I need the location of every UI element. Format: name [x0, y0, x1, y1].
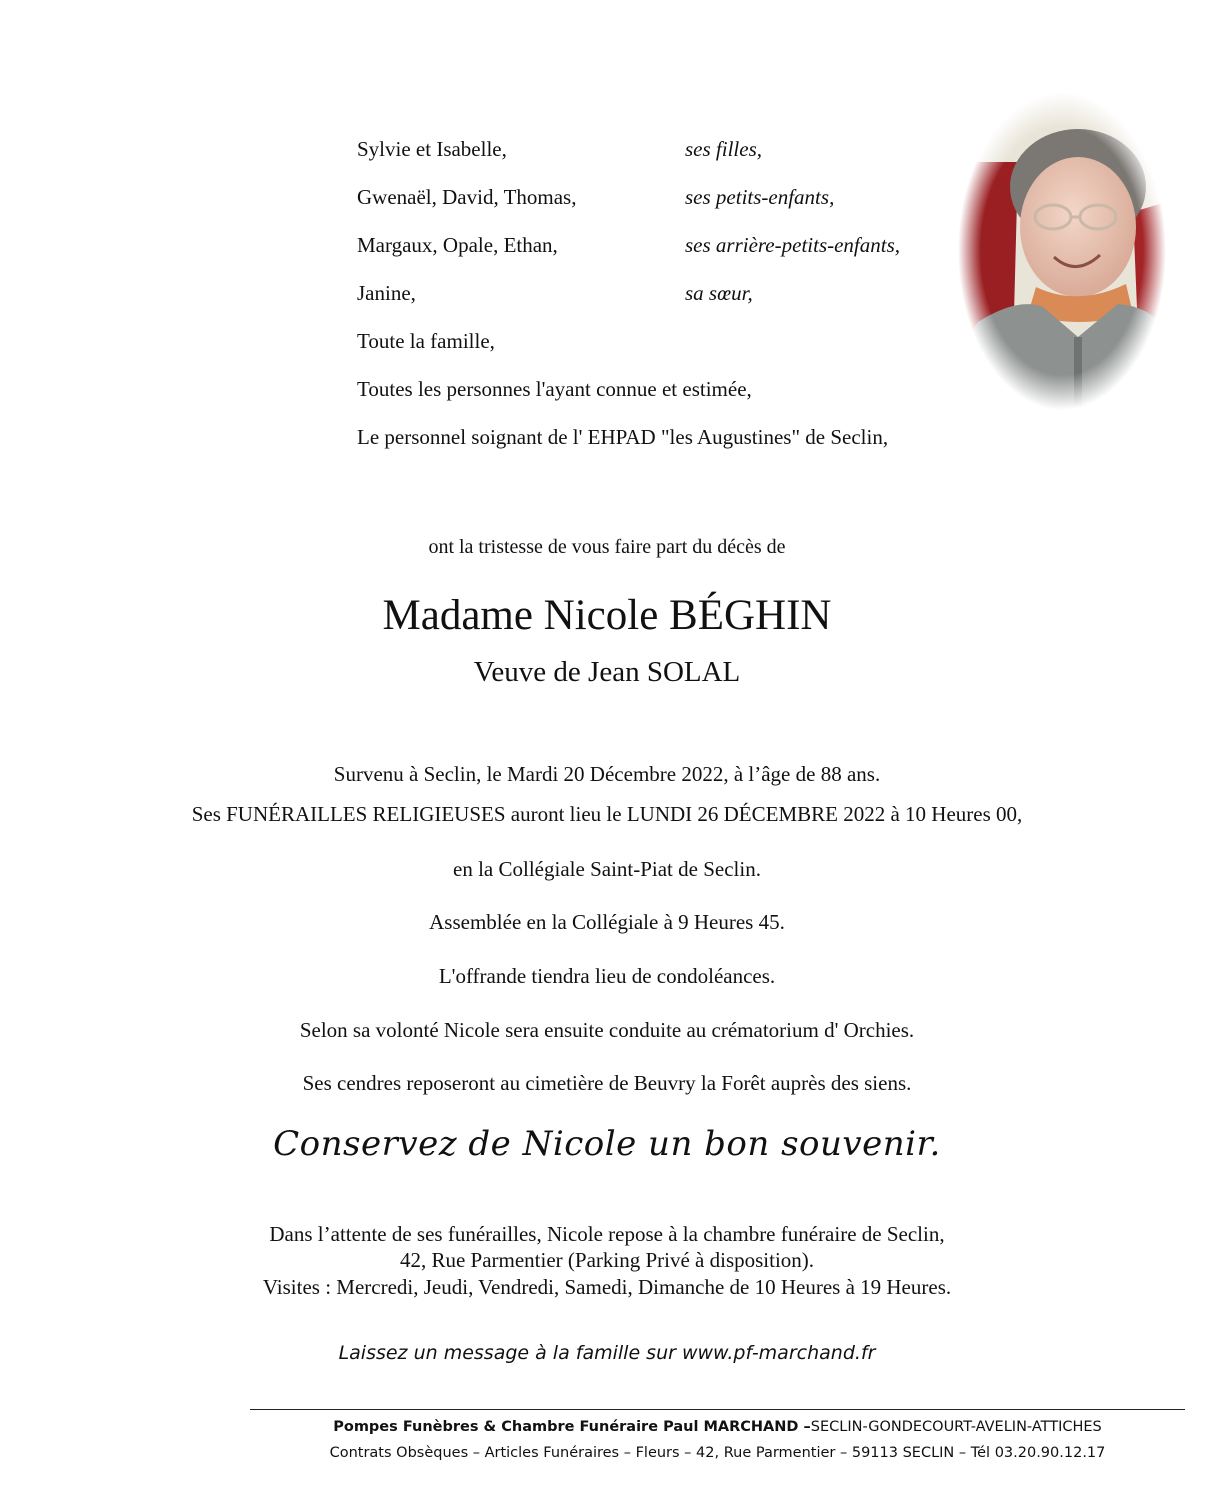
family-name-acquaintances: Toutes les personnes l'ayant connue et estimée, — [357, 377, 752, 401]
funeral-details: Ses FUNÉRAILLES RELIGIEUSES auront lieu le LUNDI 26 DÉCEMBRE 2022 à 10 Heures 00, — [191, 802, 1023, 826]
visits-line-3: Visites : Mercredi, Jeudi, Vendredi, Samedi, Dimanche de 10 Heures à 19 Heures. — [262, 1275, 952, 1299]
family-name-whole-family: Toute la famille, — [357, 329, 495, 353]
footer-company-locations: SECLIN-GONDECOURT-AVELIN-ATTICHES — [810, 1419, 1102, 1435]
visits-line-1: Dans l’attente de ses funérailles, Nicole repose à la chambre funéraire de Seclin, — [269, 1222, 945, 1246]
family-name-daughters: Sylvie et Isabelle, — [357, 137, 507, 161]
ashes-note: Ses cendres reposeront au cimetière de Beuvry la Forêt auprès des siens. — [302, 1071, 912, 1095]
family-relation-great-grandchildren: ses arrière-petits-enfants, — [685, 233, 901, 257]
family-name-grandchildren: Gwenaël, David, Thomas, — [357, 185, 577, 209]
assembly-time: Assemblée en la Collégiale à 9 Heures 45. — [429, 910, 785, 934]
footer-company-name: Pompes Funèbres & Chambre Funéraire Paul MARCHAND – — [333, 1419, 811, 1435]
memory-quote: Conservez de Nicole un bon souvenir. — [273, 1124, 941, 1164]
visits-line-2: 42, Rue Parmentier (Parking Privé à disposition). — [399, 1248, 815, 1272]
deceased-name: Madame Nicole BÉGHIN — [382, 592, 832, 639]
family-relation-daughters: ses filles, — [685, 137, 762, 161]
family-relation-grandchildren: ses petits-enfants, — [685, 185, 835, 209]
footer-company — [250, 1419, 1185, 1435]
online-message-note: Laissez un message à la famille sur www.pf-marchand.fr — [338, 1342, 876, 1364]
announcement-intro: ont la tristesse de vous faire part du décès de — [428, 536, 786, 558]
family-relation-sister: sa sœur, — [685, 281, 753, 305]
family-name-great-grandchildren: Margaux, Opale, Ethan, — [357, 233, 558, 257]
funeral-location: en la Collégiale Saint-Piat de Seclin. — [453, 857, 761, 881]
family-name-care-staff: Le personnel soignant de l' EHPAD "les Augustines" de Seclin, — [357, 425, 889, 449]
widow-of: Veuve de Jean SOLAL — [473, 656, 741, 688]
footer-divider — [250, 1409, 1185, 1410]
crematorium-note: Selon sa volonté Nicole sera ensuite conduite au crématorium d' Orchies. — [299, 1018, 915, 1042]
offering-note: L'offrande tiendra lieu de condoléances. — [438, 964, 776, 988]
death-details: Survenu à Seclin, le Mardi 20 Décembre 2022, à l’âge de 88 ans. — [333, 762, 881, 786]
family-name-sister: Janine, — [357, 281, 416, 305]
footer-services: Contrats Obsèques – Articles Funéraires – Fleurs – 42, Rue Parmentier – 59113 SECLIN – Tél 03.20.90.12.17 — [329, 1445, 1106, 1461]
portrait-photo — [958, 92, 1166, 410]
